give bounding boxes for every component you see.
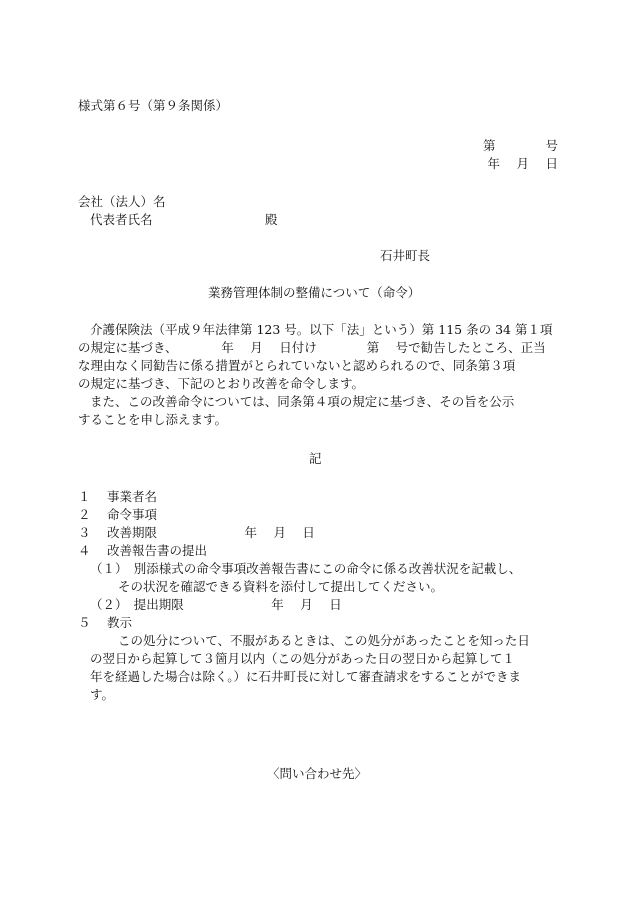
item-4-2-submission-deadline: （２） 提出期限 年 月 日 (90, 597, 342, 612)
body-paragraph-2-line-2: することを申し添えます。 (78, 412, 228, 427)
item-3-improvement-deadline: ３ 改善期限 年 月 日 (78, 525, 315, 540)
item-4-1-line-2: その状況を確認できる資料を添付して提出してください。 (118, 579, 444, 594)
item-4-report-submission: ４ 改善報告書の提出 (78, 543, 207, 558)
document-number: 第 号 (482, 138, 558, 153)
item-5-line-3: 年を経過した場合は除く。）に石井町長に対して審査請求をすることができま (90, 669, 522, 684)
body-paragraph-1-line-3: な理由なく同勧告に係る措置がとられていないと認められるので、同条第３項 (78, 358, 516, 373)
document-title: 業務管理体制の整備について（命令） (208, 285, 421, 300)
sender-name: 石井町長 (380, 248, 431, 263)
item-5-line-2: の翌日から起算して３箇月以内（この処分があった日の翌日から起算して１ (90, 651, 515, 666)
item-5-instruction: ５ 教示 (78, 615, 132, 630)
recipient-representative: 代表者氏名 殿 (90, 212, 278, 227)
form-label: 様式第６号（第９条関係） (78, 98, 229, 113)
item-4-1-line-1: （１） 別添様式の命令事項改善報告書にこの命令に係る改善状況を記載し、 (90, 561, 522, 576)
ki-heading: 記 (309, 451, 322, 466)
document-date: 年 月 日 (487, 156, 558, 171)
contact-heading: 〈問い合わせ先〉 (267, 766, 368, 781)
item-1-business-name: １ 事業者名 (78, 489, 157, 504)
body-paragraph-1-line-2: の規定に基づき、 年 月 日付け 第 号で勧告したところ、正当 (78, 340, 546, 355)
body-paragraph-1-line-4: の規定に基づき、下記のとおり改善を命令します。 (78, 376, 365, 391)
body-paragraph-2-line-1: また、この改善命令については、同条第４項の規定に基づき、その旨を公示 (90, 394, 515, 409)
item-2-order-matters: ２ 命令事項 (78, 507, 157, 522)
item-5-line-4: す。 (90, 687, 115, 702)
recipient-company: 会社（法人）名 (78, 194, 166, 209)
body-paragraph-1-line-1: 介護保険法（平成９年法律第 123 号。以下「法」という）第 115 条の 34 第１項 (90, 322, 553, 337)
item-5-line-1: この処分について、不服があるときは、この処分があったことを知った日 (118, 633, 530, 648)
